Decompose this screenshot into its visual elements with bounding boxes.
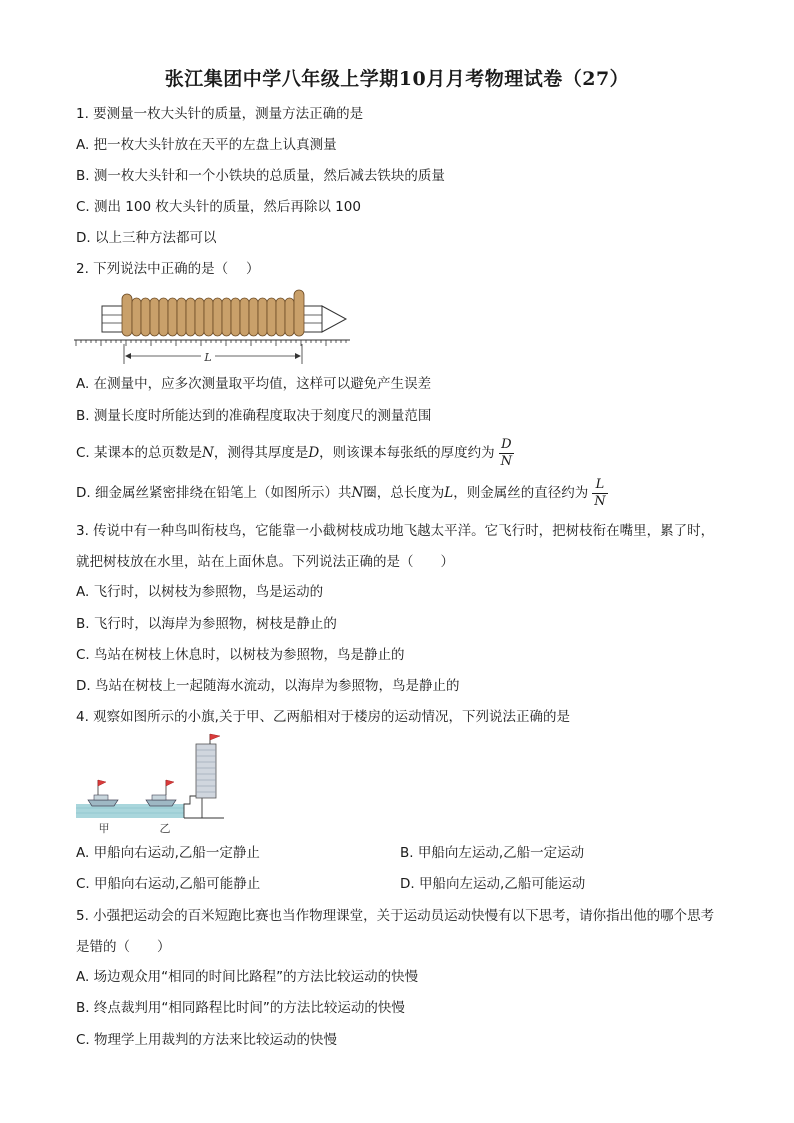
ship-jia-label: 甲	[98, 822, 110, 835]
q3-stem: 3. 传说中有一种鸟叫衔枝鸟，它能靠一小截树枝成功地飞越太平洋。它飞行时，把树枝衔在嘴里，累了时，就把树枝放在水里，站在上面休息。下列说法正确的是（ ）	[76, 523, 715, 570]
q4-option-c: C. 甲船向右运动,乙船可能静止	[76, 876, 261, 892]
q2-option-c	[76, 434, 514, 472]
q1-option-d: D. 以上三种方法都可以	[76, 230, 217, 246]
q2-c-fraction	[499, 437, 514, 470]
q5-option-c: C. 物理学上用裁判的方法来比较运动的快慢	[76, 1032, 338, 1048]
q2-option-b: B. 测量长度时所能达到的准确程度取决于刻度尺的测量范围	[76, 408, 432, 424]
fraction-numerator: L	[592, 477, 607, 494]
q2-stem: 2. 下列说法中正确的是（ ）	[76, 261, 260, 277]
q1-option-b: B. 测一枚大头针和一个小铁块的总质量，然后减去铁块的质量	[76, 168, 445, 184]
q3-option-c: C. 鸟站在树枝上休息时，以树枝为参照物，鸟是静止的	[76, 647, 405, 663]
q2-c-text-1: C. 某课本的总页数是	[76, 445, 203, 461]
ship-yi-label: 乙	[159, 822, 171, 835]
q4-stem: 4. 观察如图所示的小旗,关于甲、乙两船相对于楼房的运动情况，下列说法正确的是	[76, 709, 570, 725]
q2-c-var-n: N	[202, 445, 214, 461]
q4-option-b: B. 甲船向左运动,乙船一定运动	[400, 845, 585, 861]
q2-d-var-l: L	[444, 485, 454, 501]
q4-option-d: D. 甲船向左运动,乙船可能运动	[400, 876, 586, 892]
q2-option-d	[76, 474, 608, 512]
pencil-coil-figure	[74, 286, 354, 370]
q1-option-a: A. 把一枚大头针放在天平的左盘上认真测量	[76, 137, 337, 153]
q2-d-text-3: ，则金属丝的直径约为	[453, 485, 589, 501]
length-label: L	[204, 351, 212, 364]
q3-option-a: A. 飞行时，以树枝为参照物，鸟是运动的	[76, 584, 324, 600]
page-title: 张江集团中学八年级上学期10月月考物理试卷（27）	[164, 68, 630, 90]
q2-d-var-n: N	[351, 485, 364, 501]
fraction-numerator: D	[499, 437, 514, 454]
q4-option-a: A. 甲船向右运动,乙船一定静止	[76, 845, 260, 861]
q5-option-a: A. 场边观众用“相同的时间比路程”的方法比较运动的快慢	[76, 969, 419, 985]
q2-option-a: A. 在测量中，应多次测量取平均值，这样可以避免产生误差	[76, 376, 432, 392]
ships-flags-figure	[74, 732, 234, 836]
q3-option-d: D. 鸟站在树枝上一起随海水流动，以海岸为参照物，鸟是静止的	[76, 678, 460, 694]
q5-option-b: B. 终点裁判用“相同路程比时间”的方法比较运动的快慢	[76, 1000, 405, 1016]
q2-c-var-d: D	[308, 445, 320, 461]
fraction-denominator: N	[594, 493, 606, 509]
fraction-denominator: N	[500, 453, 513, 469]
q2-d-text-2: 圈，总长度为	[363, 485, 445, 501]
q2-c-text-3: ，则该课本每张纸的厚度约为	[319, 445, 495, 461]
q5-stem: 5. 小强把运动会的百米短跑比赛也当作物理课堂，关于运动员运动快慢有以下思考，请你指出他的哪个思考是错的（ ）	[76, 908, 715, 955]
q1-option-c: C. 测出 100 枚大头针的质量，然后再除以 100	[76, 199, 361, 215]
q2-c-text-2: ，测得其厚度是	[213, 445, 309, 461]
q2-d-text-1: D. 细金属丝紧密排绕在铅笔上（如图所示）共	[76, 485, 352, 501]
q2-d-fraction	[592, 477, 607, 510]
q3-option-b: B. 飞行时，以海岸为参照物，树枝是静止的	[76, 616, 337, 632]
q1-stem: 1. 要测量一枚大头针的质量，测量方法正确的是	[76, 106, 364, 122]
